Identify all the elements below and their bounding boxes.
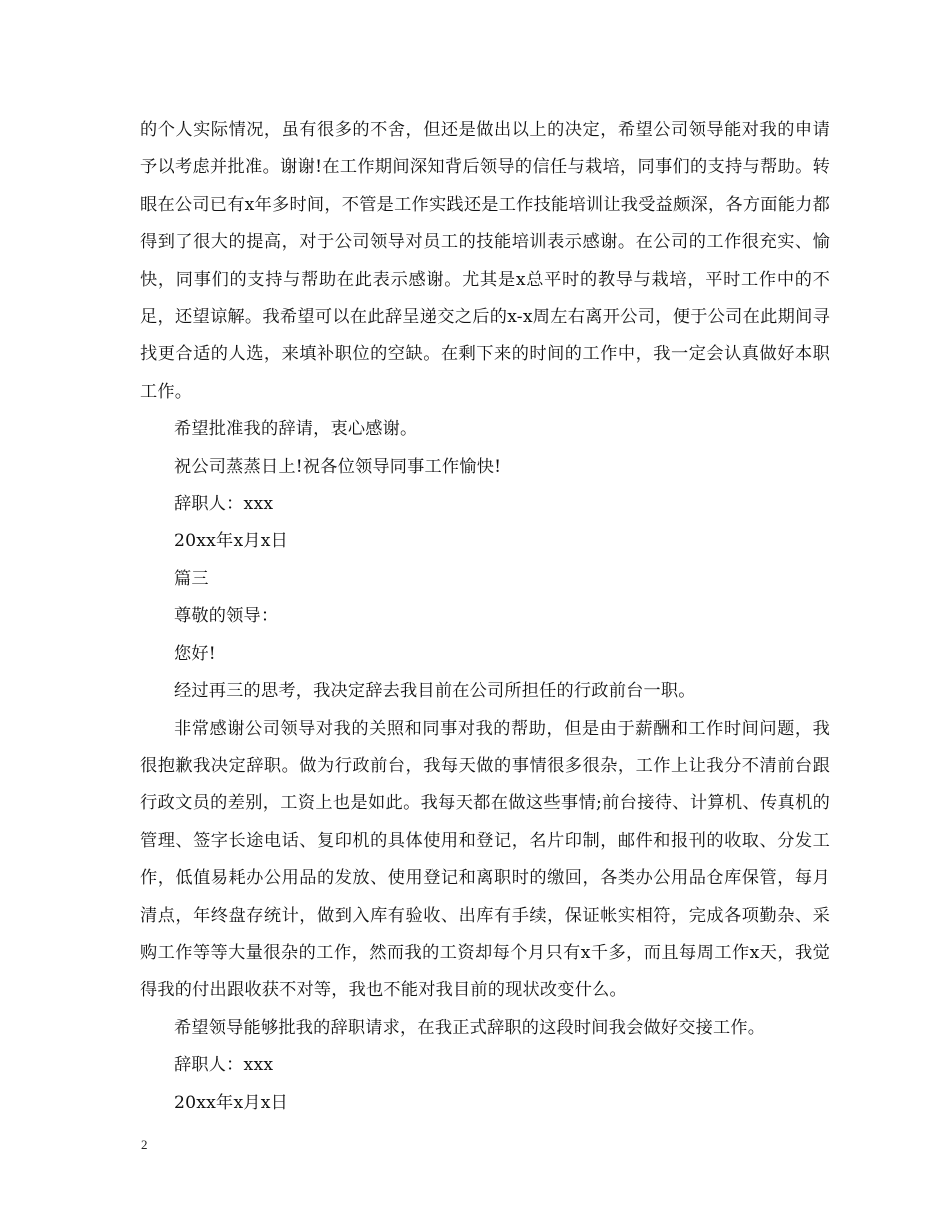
signature-resigner: 辞职人：xxx <box>174 494 274 515</box>
paragraph-wishes: 祝公司蒸蒸日上!祝各位领导同事工作愉快! <box>174 456 502 477</box>
document-body <box>140 112 830 1122</box>
greeting: 您好! <box>174 643 216 664</box>
salutation: 尊敬的领导： <box>174 606 279 627</box>
paragraph-approval-thanks: 希望批准我的辞请，衷心感谢。 <box>174 419 418 440</box>
paragraph-request: 希望领导能够批我的辞职请求，在我正式辞职的这段时间我会做好交接工作。 <box>174 1017 766 1038</box>
signature-date-2: 20xx年x月x日 <box>174 1092 289 1113</box>
paragraph-continuation: 的个人实际情况，虽有很多的不舍，但还是做出以上的决定，希望公司领导能对我的申请予以考虑并批准。谢谢!在工作期间深知背后领导的信任与栽培，同事们的支持与帮助。转眼在公司已有x年多时间，不管是工作实践还是工作技能培训让我受益颇深，各方面能力都得到了很大的提高，对于公司领导对员工的技能培训表示感谢。在公司的工作很充实、愉快，同事们的支持与帮助在此表示感谢。尤其是x总平时的教导与栽培，平时工作中的不足，还望谅解。我希望可以在此辞呈递交之后的x-x周左右离开公司，便于公司在此期间寻找更合适的人选，来填补职位的空缺。在剩下来的时间的工作中，我一定会认真做好本职工作。 <box>140 120 830 402</box>
paragraph-reasons: 非常感谢公司领导对我的关照和同事对我的帮助，但是由于薪酬和工作时间问题，我很抱歉我决定辞职。做为行政前台，我每天做的事情很多很杂，工作上让我分不清前台跟行政文员的差别，工资上也是如此。我每天都在做这些事情;前台接待、计算机、传真机的管理、签字长途电话、复印机的具体使用和登记，名片印制，邮件和报刊的收取、分发工作，低值易耗办公用品的发放、使用登记和离职时的缴回，各类办公用品仓库保管，每月清点，年终盘存统计，做到入库有验收、出库有手续，保证帐实相符，完成各项勤杂、采购工作等等大量很杂的工作，然而我的工资却每个月只有x千多，而且每周工作x天，我觉得我的付出跟收获不对等，我也不能对我目前的现状改变什么。 <box>140 718 830 1001</box>
section-heading: 篇三 <box>174 568 209 589</box>
page-number: 2 <box>141 1137 148 1152</box>
paragraph-decision: 经过再三的思考，我决定辞去我目前在公司所担任的行政前台一职。 <box>174 681 696 702</box>
signature-date: 20xx年x月x日 <box>174 531 289 552</box>
signature-resigner-2: 辞职人：xxx <box>174 1055 274 1076</box>
